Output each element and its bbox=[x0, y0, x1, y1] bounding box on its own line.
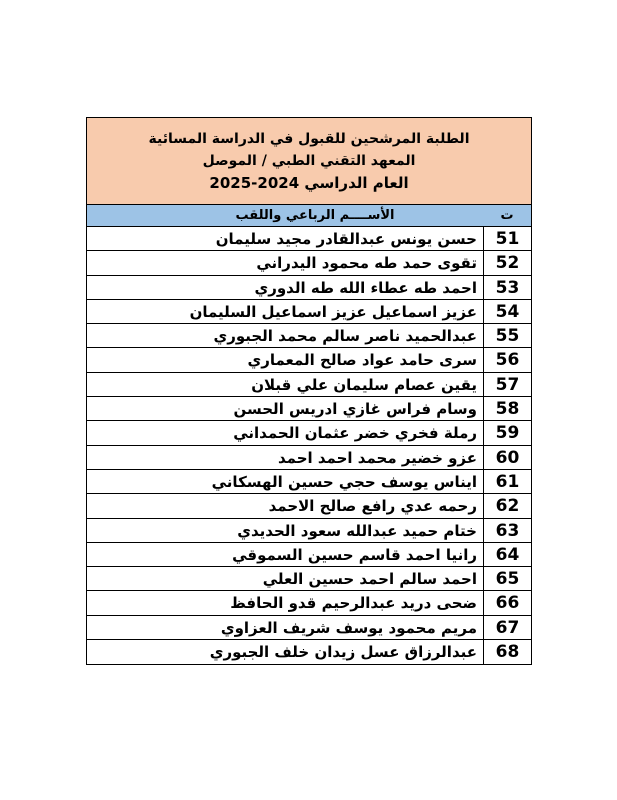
row-number: 58 bbox=[483, 397, 531, 420]
student-name: احمد طه عطاء الله طه الدوري bbox=[254, 278, 477, 297]
table-row bbox=[87, 640, 531, 664]
student-name: عبدالرزاق عسل زيدان خلف الجبوري bbox=[209, 643, 477, 662]
table-header-row bbox=[87, 205, 531, 227]
student-name: سرى حامد عواد صالح المعماري bbox=[247, 351, 477, 370]
student-name: عزيز اسماعيل عزيز اسماعيل السليمان bbox=[189, 302, 477, 321]
row-number: 51 bbox=[483, 227, 531, 250]
row-number: 54 bbox=[483, 300, 531, 323]
table-row bbox=[87, 591, 531, 615]
table-row bbox=[87, 543, 531, 567]
table-row bbox=[87, 276, 531, 300]
table-row bbox=[87, 519, 531, 543]
row-number: 66 bbox=[483, 591, 531, 614]
row-number: 67 bbox=[483, 616, 531, 639]
student-name: عزو خضير محمد احمد احمد bbox=[278, 448, 477, 467]
header-title: الطلبة المرشحين للقبول في الدراسة المسائية bbox=[148, 131, 470, 147]
row-number: 62 bbox=[483, 494, 531, 517]
student-name: رحمه عدي رافع صالح الاحمد bbox=[268, 497, 477, 516]
document-header bbox=[87, 118, 531, 205]
student-name: ختام حميد عبدالله سعود الحديدي bbox=[237, 521, 477, 540]
table-row bbox=[87, 373, 531, 397]
table-row bbox=[87, 227, 531, 251]
table-row bbox=[87, 324, 531, 348]
row-number: 68 bbox=[483, 640, 531, 664]
row-number: 65 bbox=[483, 567, 531, 590]
student-name: عبدالحميد ناصر سالم محمد الجبوري bbox=[213, 327, 477, 346]
row-number: 64 bbox=[483, 543, 531, 566]
table-row bbox=[87, 397, 531, 421]
row-number: 52 bbox=[483, 251, 531, 274]
table-row bbox=[87, 251, 531, 275]
row-number: 61 bbox=[483, 470, 531, 493]
student-name: احمد سالم احمد حسين العلي bbox=[262, 570, 477, 589]
column-header-number: ت bbox=[500, 208, 514, 223]
table-row bbox=[87, 567, 531, 591]
table-row bbox=[87, 421, 531, 445]
row-number: 55 bbox=[483, 324, 531, 347]
student-name: ايناس يوسف حجي حسين الهسكاني bbox=[211, 472, 477, 491]
student-name: مريم محمود يوسف شريف العزاوي bbox=[220, 618, 477, 637]
row-number: 57 bbox=[483, 373, 531, 396]
student-list-sheet bbox=[86, 117, 532, 665]
student-name: تقوى حمد طه محمود اليدراني bbox=[256, 254, 477, 273]
row-number: 56 bbox=[483, 348, 531, 371]
table-body bbox=[87, 227, 531, 664]
student-name: رملة فخري خضر عثمان الحمداني bbox=[233, 424, 477, 443]
row-number: 63 bbox=[483, 519, 531, 542]
student-name: رانيا احمد قاسم حسين السموقي bbox=[232, 545, 477, 564]
table-row bbox=[87, 470, 531, 494]
row-number: 60 bbox=[483, 446, 531, 469]
row-number: 53 bbox=[483, 276, 531, 299]
table-row bbox=[87, 300, 531, 324]
table-row bbox=[87, 348, 531, 372]
student-name: ضحى دريد عبدالرحيم قدو الحافظ bbox=[230, 594, 477, 613]
column-header-name: الأســــم الرباعي واللقب bbox=[235, 208, 395, 223]
student-name: وسام فراس غازي ادريس الحسن bbox=[233, 400, 477, 419]
row-number: 59 bbox=[483, 421, 531, 444]
table-row bbox=[87, 494, 531, 518]
table-row bbox=[87, 446, 531, 470]
header-institute: المعهد التقني الطبي / الموصل bbox=[202, 153, 416, 169]
header-academic-year: العام الدراسي 2024-2025 bbox=[209, 174, 409, 192]
student-name: يقين عصام سليمان علي قبلان bbox=[251, 375, 477, 394]
student-name: حسن يونس عبدالقادر مجيد سليمان bbox=[215, 230, 477, 248]
table-row bbox=[87, 616, 531, 640]
